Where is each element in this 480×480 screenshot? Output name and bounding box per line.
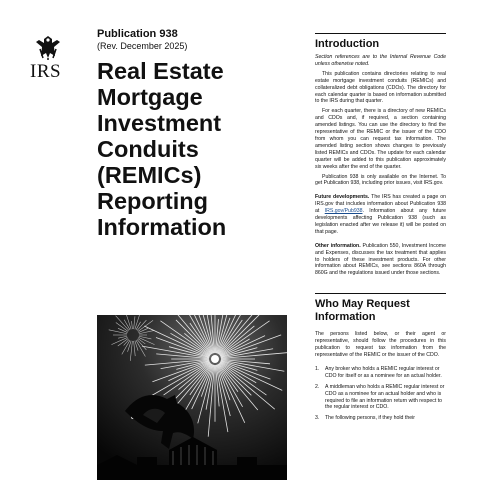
revision-date: (Rev. December 2025) xyxy=(97,41,188,51)
document-title xyxy=(97,58,297,240)
spacer xyxy=(315,280,446,289)
title-line: Real Estate xyxy=(97,58,224,84)
intro-paragraph-1: This publication contains directories relating to real estate mortgage investment conduits (REMICs) and collateralized debt obligations (CDOs). The directory for each calendar quarter is based on information submitted to the IRS during that quarter. xyxy=(315,70,446,105)
list-item xyxy=(315,366,446,380)
heading-line: Information xyxy=(315,311,376,324)
title-line: Information xyxy=(97,214,227,240)
heading-line: Who May Request xyxy=(315,298,410,311)
requester-list xyxy=(315,366,446,422)
title-line: Reporting xyxy=(97,188,208,214)
irs-wordmark: IRS xyxy=(30,61,62,82)
future-developments-text-end: . Information about any future developments affecting Publication 938 (such as legislation enacted after we release it) will be posted on that page. xyxy=(315,208,446,235)
who-may-request-intro: The persons listed below, or their agent or representative, should follow the procedures in this publication to request tax information from the representative of the REMIC or the issuer of the CDO. xyxy=(315,331,446,358)
list-number: 1. xyxy=(315,365,320,372)
irs-logo xyxy=(30,34,70,83)
list-text: The following persons, if they hold their xyxy=(325,415,415,422)
future-developments-paragraph xyxy=(315,194,446,235)
title-line: Conduits xyxy=(97,136,199,162)
pub938-link[interactable]: IRS.gov/Pub938 xyxy=(324,208,363,215)
intro-note: Section references are to the Internal Revenue Code unless otherwise noted. xyxy=(315,54,446,67)
title-line: Mortgage xyxy=(97,84,203,110)
fireworks-eagle-image xyxy=(97,315,287,480)
list-item xyxy=(315,415,446,422)
intro-paragraph-2: For each quarter, there is a directory of new REMICs and CDOs and, if required, a section containing amended listings. You can use the directory to find the representative of the REMIC or the issuer of the CDO from whom you can request tax information. The amended listing section shows changes to previously listed REMICs and CDOs. The update for each calendar quarter will be added to this publication approximately six weeks after the end of the quarter. xyxy=(315,108,446,170)
intro-paragraph-3: Publication 938 is only available on the Internet. To get Publication 938, including prior issues, visit IRS.gov. xyxy=(315,173,446,187)
list-number: 3. xyxy=(315,415,320,422)
list-text: A middleman who holds a REMIC regular interest or CDO as a nominee for an actual holder and who is required to file an information return with respect to the regular interest or CDO. xyxy=(325,383,445,411)
list-number: 2. xyxy=(315,383,320,390)
section-rule xyxy=(315,33,446,34)
list-text: Any broker who holds a REMIC regular interest or CDO for itself or as a nominee for an actual holder. xyxy=(325,365,442,379)
publication-number: Publication 938 xyxy=(97,28,178,40)
introduction-column xyxy=(315,33,446,426)
other-information-label: Other information. xyxy=(315,242,361,249)
other-information-paragraph xyxy=(315,243,446,278)
cover-photo xyxy=(97,315,287,480)
title-line: Investment xyxy=(97,110,222,136)
list-item xyxy=(315,384,446,412)
future-developments-label: Future developments. xyxy=(315,194,370,201)
who-may-request-heading xyxy=(315,298,446,324)
other-information-text: Publication 550, Investment Income and Expenses, discusses the tax treatment that applies to holders of these investment products. For other information about REMICs, see sections 860A through 860G and the regulations issued under those sections. xyxy=(315,242,446,277)
introduction-heading: Introduction xyxy=(315,38,380,50)
title-line: (REMICs) xyxy=(97,162,202,188)
irs-eagle-logo-icon xyxy=(30,34,66,60)
section-rule xyxy=(315,293,446,294)
future-developments-text: The IRS has created a page on IRS.gov that includes information about Publication 938 at xyxy=(315,194,446,215)
